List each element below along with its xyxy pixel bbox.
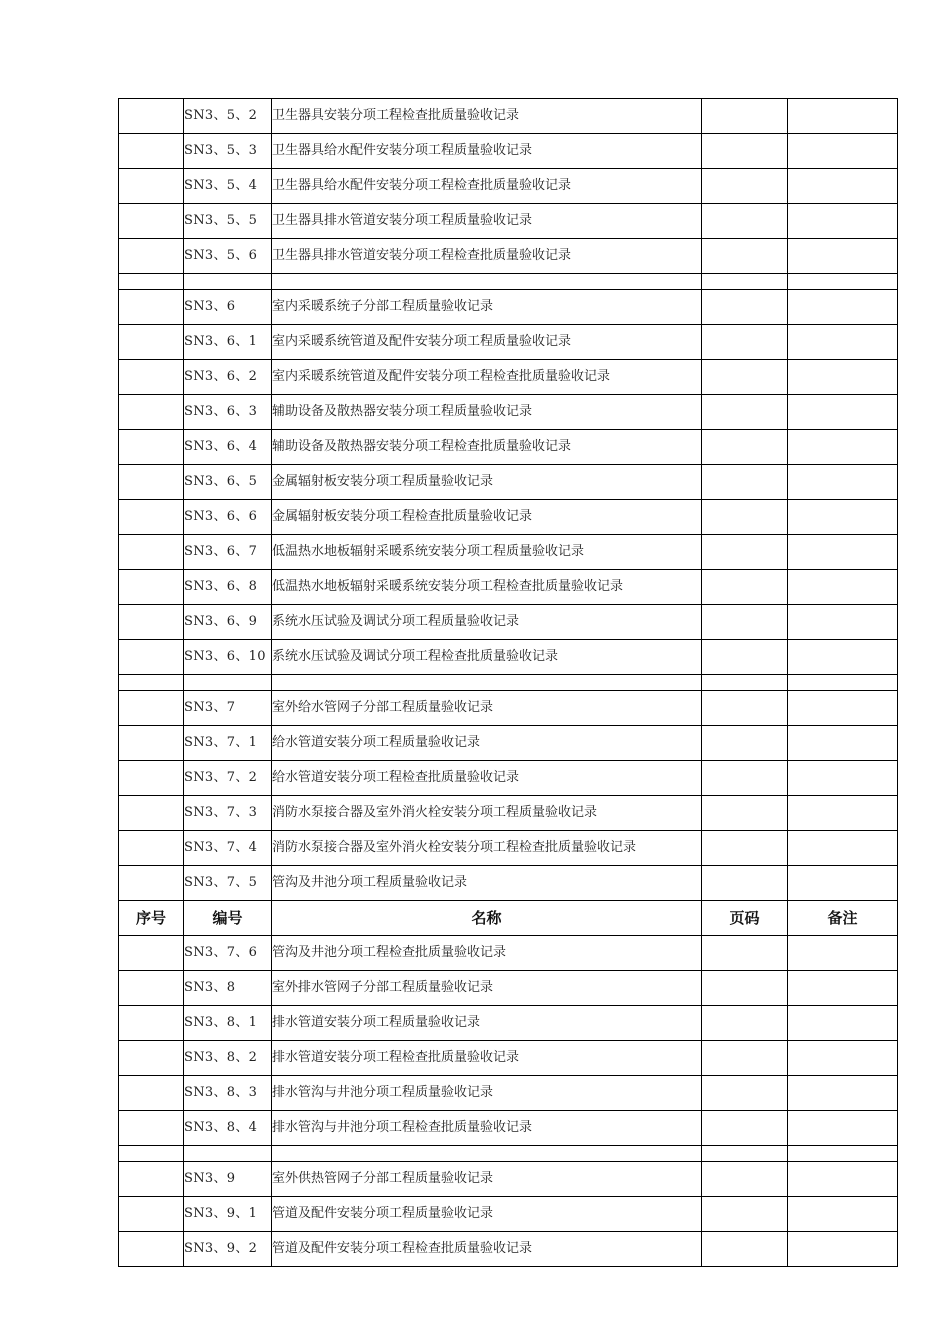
code-cell: SN3、9 [184, 1162, 272, 1197]
table-row [119, 204, 898, 239]
table-row [119, 169, 898, 204]
page-cell [702, 204, 788, 239]
code-cell: SN3、6、7 [184, 535, 272, 570]
code-cell: SN3、5、6 [184, 239, 272, 274]
name-cell: 给水管道安装分项工程质量验收记录 [272, 726, 702, 761]
seq-cell [119, 1111, 184, 1146]
code-cell: SN3、6、2 [184, 360, 272, 395]
remark-cell [788, 1162, 898, 1197]
table-row [119, 360, 898, 395]
name-cell: 低温热水地板辐射采暖系统安装分项工程质量验收记录 [272, 535, 702, 570]
name-cell: 管道及配件安装分项工程检查批质量验收记录 [272, 1232, 702, 1267]
seq-cell [119, 204, 184, 239]
code-cell: SN3、5、5 [184, 204, 272, 239]
seq-cell [119, 691, 184, 726]
remark-cell [788, 1111, 898, 1146]
table-row [119, 290, 898, 325]
page-cell [702, 1146, 788, 1162]
page-cell [702, 605, 788, 640]
name-cell: 排水管沟与井池分项工程质量验收记录 [272, 1076, 702, 1111]
page-cell [702, 169, 788, 204]
page-cell [702, 290, 788, 325]
code-cell: SN3、5、4 [184, 169, 272, 204]
seq-cell [119, 726, 184, 761]
table-row [119, 430, 898, 465]
table-row [119, 936, 898, 971]
table-row [119, 971, 898, 1006]
seq-cell [119, 134, 184, 169]
seq-cell [119, 500, 184, 535]
remark-cell [788, 866, 898, 901]
page-cell [702, 274, 788, 290]
page-cell [702, 535, 788, 570]
code-cell: SN3、5、2 [184, 99, 272, 134]
name-cell: 消防水泵接合器及室外消火栓安装分项工程检查批质量验收记录 [272, 831, 702, 866]
header-code: 编号 [184, 901, 272, 936]
name-cell: 辅助设备及散热器安装分项工程检查批质量验收记录 [272, 430, 702, 465]
code-cell: SN3、6、4 [184, 430, 272, 465]
name-cell: 管沟及井池分项工程检查批质量验收记录 [272, 936, 702, 971]
page-cell [702, 465, 788, 500]
name-cell: 排水管道安装分项工程检查批质量验收记录 [272, 1041, 702, 1076]
name-cell: 室内采暖系统管道及配件安装分项工程检查批质量验收记录 [272, 360, 702, 395]
seq-cell [119, 1146, 184, 1162]
remark-cell [788, 675, 898, 691]
name-cell: 室外供热管网子分部工程质量验收记录 [272, 1162, 702, 1197]
remark-cell [788, 570, 898, 605]
remark-cell [788, 640, 898, 675]
code-cell [184, 1146, 272, 1162]
table-row [119, 134, 898, 169]
record-index-table [118, 98, 898, 1267]
page-cell [702, 239, 788, 274]
code-cell: SN3、8 [184, 971, 272, 1006]
table-row [119, 1041, 898, 1076]
name-cell: 卫生器具排水管道安装分项工程检查批质量验收记录 [272, 239, 702, 274]
table-row [119, 274, 898, 290]
remark-cell [788, 936, 898, 971]
seq-cell [119, 1041, 184, 1076]
name-cell: 辅助设备及散热器安装分项工程质量验收记录 [272, 395, 702, 430]
page-cell [702, 971, 788, 1006]
code-cell: SN3、7 [184, 691, 272, 726]
name-cell [272, 274, 702, 290]
remark-cell [788, 395, 898, 430]
name-cell: 消防水泵接合器及室外消火栓安装分项工程质量验收记录 [272, 796, 702, 831]
code-cell: SN3、8、2 [184, 1041, 272, 1076]
code-cell [184, 274, 272, 290]
code-cell: SN3、7、1 [184, 726, 272, 761]
table-row [119, 395, 898, 430]
seq-cell [119, 866, 184, 901]
name-cell: 卫生器具安装分项工程检查批质量验收记录 [272, 99, 702, 134]
table-row [119, 570, 898, 605]
page-cell [702, 866, 788, 901]
table-row [119, 605, 898, 640]
table-header [119, 901, 898, 936]
name-cell [272, 675, 702, 691]
remark-cell [788, 1146, 898, 1162]
seq-cell [119, 1076, 184, 1111]
seq-cell [119, 570, 184, 605]
page-cell [702, 761, 788, 796]
remark-cell [788, 325, 898, 360]
code-cell: SN3、8、1 [184, 1006, 272, 1041]
seq-cell [119, 169, 184, 204]
page-cell [702, 500, 788, 535]
remark-cell [788, 500, 898, 535]
page-cell [702, 1041, 788, 1076]
page-cell [702, 796, 788, 831]
code-cell: SN3、8、4 [184, 1111, 272, 1146]
page-cell [702, 1111, 788, 1146]
table-row [119, 761, 898, 796]
seq-cell [119, 936, 184, 971]
code-cell: SN3、7、5 [184, 866, 272, 901]
code-cell: SN3、9、2 [184, 1232, 272, 1267]
seq-cell [119, 430, 184, 465]
seq-cell [119, 535, 184, 570]
name-cell: 低温热水地板辐射采暖系统安装分项工程检查批质量验收记录 [272, 570, 702, 605]
code-cell: SN3、7、2 [184, 761, 272, 796]
code-cell: SN3、6 [184, 290, 272, 325]
table-body-bottom [119, 936, 898, 1267]
name-cell: 管沟及井池分项工程质量验收记录 [272, 866, 702, 901]
code-cell: SN3、6、6 [184, 500, 272, 535]
page-cell [702, 1197, 788, 1232]
remark-cell [788, 274, 898, 290]
code-cell: SN3、6、9 [184, 605, 272, 640]
table-row [119, 465, 898, 500]
seq-cell [119, 239, 184, 274]
page-cell [702, 430, 788, 465]
page-cell [702, 360, 788, 395]
seq-cell [119, 325, 184, 360]
table-row [119, 1162, 898, 1197]
seq-cell [119, 360, 184, 395]
seq-cell [119, 796, 184, 831]
remark-cell [788, 605, 898, 640]
code-cell: SN3、8、3 [184, 1076, 272, 1111]
code-cell: SN3、7、6 [184, 936, 272, 971]
page-cell [702, 1006, 788, 1041]
remark-cell [788, 691, 898, 726]
code-cell: SN3、6、10 [184, 640, 272, 675]
code-cell: SN3、7、4 [184, 831, 272, 866]
seq-cell [119, 99, 184, 134]
table-row [119, 1076, 898, 1111]
seq-cell [119, 395, 184, 430]
name-cell: 室内采暖系统管道及配件安装分项工程质量验收记录 [272, 325, 702, 360]
table-row [119, 239, 898, 274]
remark-cell [788, 831, 898, 866]
page-cell [702, 1076, 788, 1111]
name-cell: 卫生器具给水配件安装分项工程质量验收记录 [272, 134, 702, 169]
page-cell [702, 99, 788, 134]
page-cell [702, 1232, 788, 1267]
name-cell: 卫生器具排水管道安装分项工程质量验收记录 [272, 204, 702, 239]
table-row [119, 1232, 898, 1267]
remark-cell [788, 971, 898, 1006]
table-row [119, 640, 898, 675]
page-cell [702, 675, 788, 691]
remark-cell [788, 134, 898, 169]
seq-cell [119, 761, 184, 796]
header-name: 名称 [272, 901, 702, 936]
code-cell: SN3、9、1 [184, 1197, 272, 1232]
seq-cell [119, 465, 184, 500]
code-cell: SN3、6、5 [184, 465, 272, 500]
page-cell [702, 134, 788, 169]
table-row [119, 726, 898, 761]
page-cell [702, 831, 788, 866]
page-cell [702, 1162, 788, 1197]
seq-cell [119, 1232, 184, 1267]
code-cell [184, 675, 272, 691]
remark-cell [788, 1076, 898, 1111]
table-row [119, 99, 898, 134]
seq-cell [119, 605, 184, 640]
header-page: 页码 [702, 901, 788, 936]
seq-cell [119, 640, 184, 675]
code-cell: SN3、5、3 [184, 134, 272, 169]
table-row [119, 675, 898, 691]
page-cell [702, 640, 788, 675]
remark-cell [788, 169, 898, 204]
page-cell [702, 395, 788, 430]
seq-cell [119, 1006, 184, 1041]
code-cell: SN3、6、1 [184, 325, 272, 360]
remark-cell [788, 465, 898, 500]
seq-cell [119, 290, 184, 325]
code-cell: SN3、6、3 [184, 395, 272, 430]
seq-cell [119, 971, 184, 1006]
table-row [119, 691, 898, 726]
name-cell: 室外给水管网子分部工程质量验收记录 [272, 691, 702, 726]
remark-cell [788, 99, 898, 134]
table-row [119, 796, 898, 831]
name-cell: 金属辐射板安装分项工程质量验收记录 [272, 465, 702, 500]
table-row [119, 325, 898, 360]
remark-cell [788, 535, 898, 570]
code-cell: SN3、6、8 [184, 570, 272, 605]
remark-cell [788, 1197, 898, 1232]
table-body-top [119, 99, 898, 901]
remark-cell [788, 796, 898, 831]
name-cell [272, 1146, 702, 1162]
remark-cell [788, 1232, 898, 1267]
remark-cell [788, 239, 898, 274]
name-cell: 排水管沟与井池分项工程检查批质量验收记录 [272, 1111, 702, 1146]
page-cell [702, 570, 788, 605]
seq-cell [119, 1197, 184, 1232]
remark-cell [788, 360, 898, 395]
table-row [119, 1111, 898, 1146]
table-row [119, 535, 898, 570]
page-cell [702, 936, 788, 971]
seq-cell [119, 675, 184, 691]
name-cell: 系统水压试验及调试分项工程检查批质量验收记录 [272, 640, 702, 675]
name-cell: 系统水压试验及调试分项工程质量验收记录 [272, 605, 702, 640]
table-row [119, 1006, 898, 1041]
code-cell: SN3、7、3 [184, 796, 272, 831]
table-row [119, 500, 898, 535]
name-cell: 给水管道安装分项工程检查批质量验收记录 [272, 761, 702, 796]
header-seq: 序号 [119, 901, 184, 936]
page-cell [702, 726, 788, 761]
name-cell: 室外排水管网子分部工程质量验收记录 [272, 971, 702, 1006]
name-cell: 卫生器具给水配件安装分项工程检查批质量验收记录 [272, 169, 702, 204]
table-row [119, 866, 898, 901]
table-row [119, 1197, 898, 1232]
remark-cell [788, 1041, 898, 1076]
name-cell: 排水管道安装分项工程质量验收记录 [272, 1006, 702, 1041]
remark-cell [788, 430, 898, 465]
name-cell: 管道及配件安装分项工程质量验收记录 [272, 1197, 702, 1232]
remark-cell [788, 761, 898, 796]
remark-cell [788, 290, 898, 325]
remark-cell [788, 726, 898, 761]
remark-cell [788, 204, 898, 239]
table-row [119, 1146, 898, 1162]
seq-cell [119, 274, 184, 290]
seq-cell [119, 1162, 184, 1197]
remark-cell [788, 1006, 898, 1041]
seq-cell [119, 831, 184, 866]
name-cell: 室内采暖系统子分部工程质量验收记录 [272, 290, 702, 325]
page-cell [702, 325, 788, 360]
table-row [119, 831, 898, 866]
page-cell [702, 691, 788, 726]
header-remark: 备注 [788, 901, 898, 936]
header-row [119, 901, 898, 936]
name-cell: 金属辐射板安装分项工程检查批质量验收记录 [272, 500, 702, 535]
